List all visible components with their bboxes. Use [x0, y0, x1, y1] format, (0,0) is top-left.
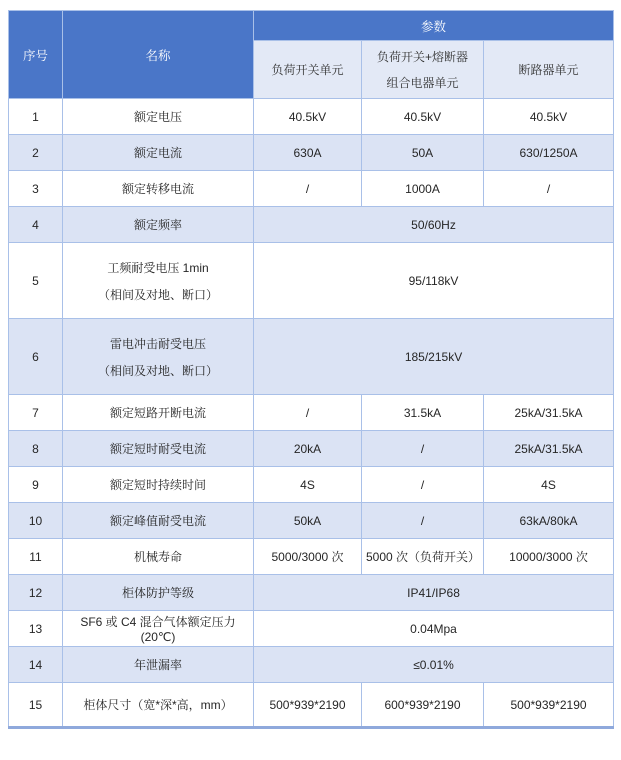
cell-no: 9	[9, 467, 63, 503]
header-name: 名称	[63, 11, 254, 99]
cell-no: 6	[9, 319, 63, 395]
header-unit-switch-fuse	[362, 41, 484, 99]
cell-name-line2: （相间及对地、断口）	[97, 363, 218, 378]
table-row	[9, 207, 614, 243]
table-row	[9, 431, 614, 467]
cell-no: 4	[9, 207, 63, 243]
header-unit-load-switch	[254, 41, 362, 99]
table-row	[9, 467, 614, 503]
cell-value: /	[362, 431, 484, 467]
cell-value: 31.5kA	[362, 395, 484, 431]
cell-value-merged: 185/215kV	[254, 319, 614, 395]
cell-name: 额定短路开断电流	[63, 395, 254, 431]
cell-value: 630A	[254, 135, 362, 171]
cell-value: 1000A	[362, 171, 484, 207]
cell-value: 10000/3000 次	[484, 539, 614, 575]
cell-value-merged: 50/60Hz	[254, 207, 614, 243]
cell-value: 630/1250A	[484, 135, 614, 171]
cell-no: 1	[9, 99, 63, 135]
table-row	[9, 539, 614, 575]
cell-no: 2	[9, 135, 63, 171]
cell-value: 5000 次（负荷开关）	[362, 539, 484, 575]
table-row	[9, 171, 614, 207]
cell-value: 40.5kV	[362, 99, 484, 135]
cell-no: 13	[9, 611, 63, 647]
cell-value: 20kA	[254, 431, 362, 467]
cell-name: 额定频率	[63, 207, 254, 243]
cell-value-merged: IP41/IP68	[254, 575, 614, 611]
header-unit-label: 断路器单元	[518, 63, 579, 77]
cell-value-merged: 95/118kV	[254, 243, 614, 319]
cell-name: 额定电流	[63, 135, 254, 171]
cell-name	[63, 319, 254, 395]
header-row-group	[9, 11, 614, 41]
cell-no: 3	[9, 171, 63, 207]
table-row	[9, 575, 614, 611]
table-row	[9, 99, 614, 135]
cell-name: 柜体尺寸（宽*深*高，mm）	[63, 683, 254, 728]
table-row	[9, 135, 614, 171]
cell-no: 12	[9, 575, 63, 611]
cell-no: 11	[9, 539, 63, 575]
cell-name: 柜体防护等级	[63, 575, 254, 611]
cell-value: 40.5kV	[484, 99, 614, 135]
cell-value: 500*939*2190	[484, 683, 614, 728]
cell-no: 7	[9, 395, 63, 431]
cell-value: 50A	[362, 135, 484, 171]
cell-value: 40.5kV	[254, 99, 362, 135]
table-row	[9, 319, 614, 395]
table-row	[9, 503, 614, 539]
cell-value: /	[362, 467, 484, 503]
header-params-group: 参数	[254, 11, 614, 41]
cell-value: 4S	[484, 467, 614, 503]
cell-value-merged: ≤0.01%	[254, 647, 614, 683]
cell-name: SF6 或 C4 混合气体额定压力(20℃)	[63, 611, 254, 647]
cell-name-line1: 雷电冲击耐受电压	[109, 336, 206, 351]
header-no: 序号	[9, 11, 63, 99]
cell-value: /	[254, 395, 362, 431]
cell-value: 500*939*2190	[254, 683, 362, 728]
table-row	[9, 683, 614, 728]
table-row	[9, 395, 614, 431]
cell-no: 10	[9, 503, 63, 539]
cell-name: 额定短时耐受电流	[63, 431, 254, 467]
cell-no: 14	[9, 647, 63, 683]
header-unit-breaker	[484, 41, 614, 99]
cell-value: /	[484, 171, 614, 207]
cell-name: 额定转移电流	[63, 171, 254, 207]
cell-name	[63, 243, 254, 319]
header-unit-label-line2: 组合电器单元	[386, 76, 459, 90]
table-row	[9, 611, 614, 647]
cell-value: 25kA/31.5kA	[484, 431, 614, 467]
cell-name: 额定电压	[63, 99, 254, 135]
cell-no: 15	[9, 683, 63, 728]
cell-name: 机械寿命	[63, 539, 254, 575]
cell-no: 5	[9, 243, 63, 319]
cell-value: 25kA/31.5kA	[484, 395, 614, 431]
table-row	[9, 243, 614, 319]
cell-value: 600*939*2190	[362, 683, 484, 728]
cell-no: 8	[9, 431, 63, 467]
table-row	[9, 647, 614, 683]
cell-value-merged: 0.04Mpa	[254, 611, 614, 647]
cell-name: 额定峰值耐受电流	[63, 503, 254, 539]
cell-value: 50kA	[254, 503, 362, 539]
spec-table	[8, 10, 614, 729]
cell-name-line2: （相间及对地、断口）	[97, 287, 218, 302]
cell-value: /	[254, 171, 362, 207]
header-unit-label: 负荷开关单元	[271, 63, 344, 77]
cell-name: 年泄漏率	[63, 647, 254, 683]
cell-value: 4S	[254, 467, 362, 503]
cell-name-line1: 工频耐受电压 1min	[107, 260, 209, 275]
cell-value: 5000/3000 次	[254, 539, 362, 575]
cell-value: /	[362, 503, 484, 539]
cell-value: 63kA/80kA	[484, 503, 614, 539]
cell-name: 额定短时持续时间	[63, 467, 254, 503]
header-unit-label: 负荷开关+熔断器	[376, 50, 468, 64]
